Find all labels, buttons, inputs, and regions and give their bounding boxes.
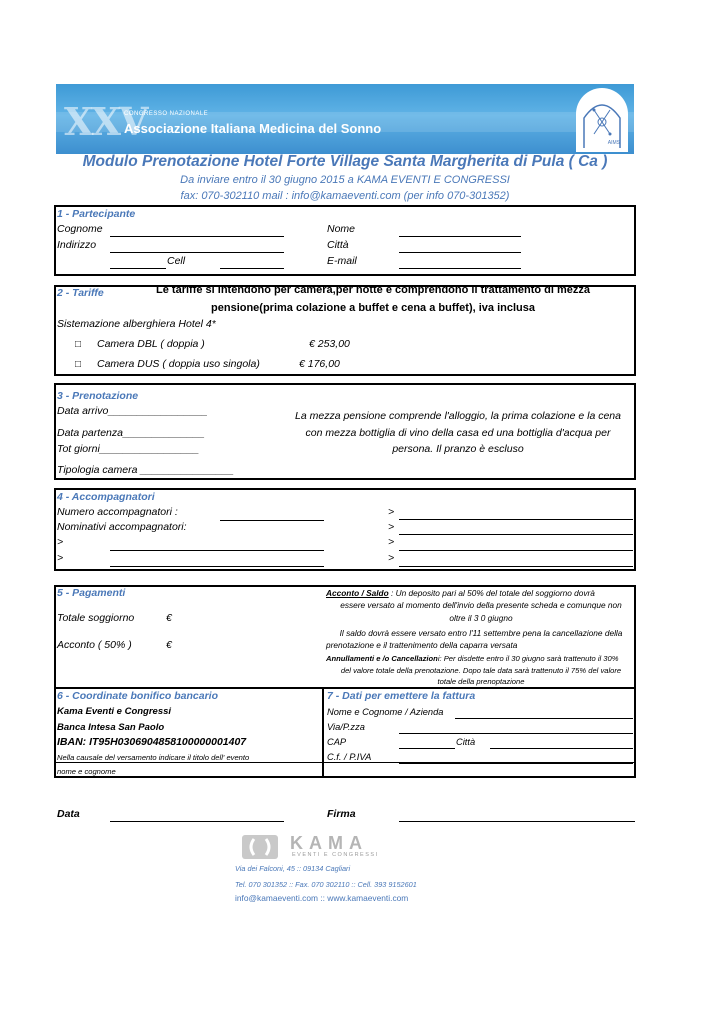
aims-logo [576, 88, 628, 152]
payment-terms-4: Il saldo dovrà essere versato entro l'11 settembre pena la cancellazione della [339, 628, 623, 638]
total-stay-euro[interactable]: € [166, 612, 172, 624]
companion-field-right-3[interactable] [399, 550, 633, 551]
citta-field[interactable] [399, 252, 521, 253]
date-field[interactable] [110, 821, 284, 822]
section-5-title: 5 - Pagamenti [57, 587, 126, 599]
section-4-title: 4 - Accompagnatori [57, 491, 155, 503]
half-board-info-2: con mezza bottiglia di vino della casa ed una bottiglia d'acqua per [305, 427, 611, 439]
room-dus-price: € 176,00 [299, 358, 340, 370]
kama-logo-icon [240, 833, 280, 861]
companion-field-right-4[interactable] [399, 566, 633, 567]
kama-logo-sub: EVENTI E CONGRESSI [292, 852, 379, 858]
invoice-vat-field[interactable] [399, 763, 633, 764]
email-field[interactable] [399, 268, 521, 269]
cell-prefix-field[interactable] [110, 268, 166, 269]
payment-terms-6 [326, 654, 619, 663]
invoice-street-label: Via/P.zza [327, 722, 365, 732]
billing-divider [322, 687, 324, 778]
companion-field-right-2[interactable] [399, 534, 633, 535]
rates-note-line1: Le tariffe si intendono per camera,per notte e comprendono il trattamento di mezza [156, 284, 590, 296]
email-label: E-mail [327, 255, 357, 267]
payment-terms-8: totale della prenoptazione [437, 677, 525, 686]
companion-arrow-right-1: > [388, 506, 395, 518]
iban: IBAN: IT95H0306904858100000001407 [57, 736, 247, 748]
companion-arrow-right-4: > [388, 552, 395, 564]
total-days-field[interactable]: Tot giorni_________________ [57, 443, 200, 455]
invoice-cap-field[interactable] [399, 748, 455, 749]
invoice-city-label: Città [456, 737, 476, 747]
bank-note-1: Nella causale del versamento indicare il titolo dell' evento [57, 753, 250, 762]
total-stay-label: Totale soggiorno [57, 612, 135, 624]
half-board-info-3: persona. Il pranzo è escluso [392, 443, 524, 455]
payment-terms-5: prenotazione e il trattenimento della caparra versata [326, 640, 518, 650]
header-deadline: Da inviare entro il 30 giugno 2015 a KAMA EVENTI E CONGRESSI [180, 174, 510, 186]
cancellation-heading: Annullamenti e /o Cancellazion [326, 654, 438, 663]
room-dbl-price: € 253,00 [309, 338, 350, 350]
nome-field[interactable] [399, 236, 521, 237]
kama-logo-word: KAMA [290, 833, 368, 853]
departure-field[interactable]: Data partenza______________ [57, 427, 205, 439]
arrival-field[interactable]: Data arrivo_________________ [57, 405, 208, 417]
section-3-title: 3 - Prenotazione [57, 390, 139, 402]
deposit-euro[interactable]: € [166, 639, 172, 651]
companion-arrow-left-2: > [57, 552, 64, 564]
aims-logo-icon [576, 88, 628, 152]
deposit-heading: Acconto / Saldo [326, 588, 389, 598]
payment-terms-1 [326, 588, 636, 600]
section-6-title: 6 - Coordinate bonifico bancario [57, 690, 219, 702]
room-dus-label: Camera DUS ( doppia uso singola) [97, 358, 260, 370]
payment-terms-7: del valore totale della prenotazione. Dopo tale data sarà trattenuto il 75% del valore [340, 666, 622, 675]
invoice-vat-label: C.f. / P.IVA [327, 752, 372, 762]
rates-note-line2: pensione(prima colazione a buffet e cena a buffet), iva inclusa [211, 302, 535, 314]
banner-congress-label: CONGRESSO NAZIONALE [124, 111, 209, 117]
companion-arrow-left-1: > [57, 536, 64, 548]
cell-field[interactable] [220, 268, 284, 269]
banner-numeral: XXV [64, 99, 147, 144]
bank-company: Kama Eventi e Congressi [57, 706, 172, 717]
signature-label: Firma [327, 808, 356, 820]
section-1-title: 1 - Partecipante [57, 208, 136, 220]
half-board-info-1: La mezza pensione comprende l'alloggio, la prima colazione e la cena [295, 410, 621, 422]
companions-number-label: Numero accompagnatori : [57, 506, 178, 518]
room-dbl-label: Camera DBL ( doppia ) [97, 338, 205, 350]
kama-web[interactable]: info@kamaeventi.com :: www.kamaeventi.com [235, 893, 409, 903]
aims-logo-text: AIMS [607, 140, 620, 146]
cognome-field[interactable] [110, 236, 284, 237]
companion-field-left-2[interactable] [110, 566, 324, 567]
congress-banner [56, 84, 634, 154]
hotel-category: Sistemazione alberghiera Hotel 4* [57, 318, 216, 330]
cell-label: Cell [167, 255, 186, 267]
cognome-label: Cognome [57, 223, 103, 235]
companions-number-field[interactable] [220, 520, 324, 521]
form-title: Modulo Prenotazione Hotel Forte Village Santa Margherita di Pula ( Ca ) [82, 153, 608, 170]
companion-field-left-1[interactable] [110, 550, 324, 551]
bank-note-2: nome e cognome [57, 767, 116, 776]
bank-name: Banca Intesa San Paolo [57, 722, 165, 733]
invoice-cap-label: CAP [327, 737, 347, 747]
kama-logo [240, 833, 410, 863]
kama-address: Via dei Falconi, 45 :: 09134 Cagliari [235, 864, 351, 873]
payments-divider [54, 687, 636, 689]
dbl-checkbox[interactable]: □ [75, 339, 82, 350]
companion-field-right-1[interactable] [399, 519, 633, 520]
header-contacts: fax: 070-302110 mail : info@kamaeventi.com (per info 070-301352) [180, 190, 510, 202]
banner-association: Associazione Italiana Medicina del Sonno [124, 121, 382, 136]
section-7-title: 7 - Dati per emettere la fattura [327, 690, 476, 702]
indirizzo-label: Indirizzo [57, 239, 97, 251]
section-2-title: 2 - Tariffe [57, 287, 104, 299]
deposit-text: : Un deposito pari al 50% del totale del soggiorno dovrà [388, 588, 595, 598]
signature-field[interactable] [399, 821, 635, 822]
citta-label: Città [327, 239, 349, 251]
nome-label: Nome [327, 223, 356, 235]
invoice-name-label: Nome e Cognome / Azienda [327, 707, 444, 717]
invoice-city-field[interactable] [490, 748, 633, 749]
companions-names-label: Nominativi accompagnatori: [57, 521, 187, 533]
cancellation-text: i: Per disdette entro il 30 giugno sarà trattenuto il 30% [437, 654, 619, 663]
deposit-label: Acconto ( 50% ) [57, 639, 132, 651]
invoice-street-field[interactable] [399, 733, 633, 734]
indirizzo-field[interactable] [110, 252, 284, 253]
invoice-name-field[interactable] [455, 718, 633, 719]
dus-checkbox[interactable]: □ [75, 359, 82, 370]
date-label: Data [57, 808, 80, 820]
payment-terms-2: essere versato al momento dell'invio della presente scheda e comunque non [340, 600, 622, 610]
room-type-field[interactable]: Tipologia camera ________________ [57, 464, 234, 476]
companion-arrow-right-3: > [388, 536, 395, 548]
payment-terms-3: oltre il 3 0 giugno [449, 613, 513, 623]
kama-phones: Tel. 070 301352 :: Fax. 070 302110 :: Cell. 393 9152601 [235, 880, 417, 889]
companion-arrow-right-2: > [388, 521, 395, 533]
